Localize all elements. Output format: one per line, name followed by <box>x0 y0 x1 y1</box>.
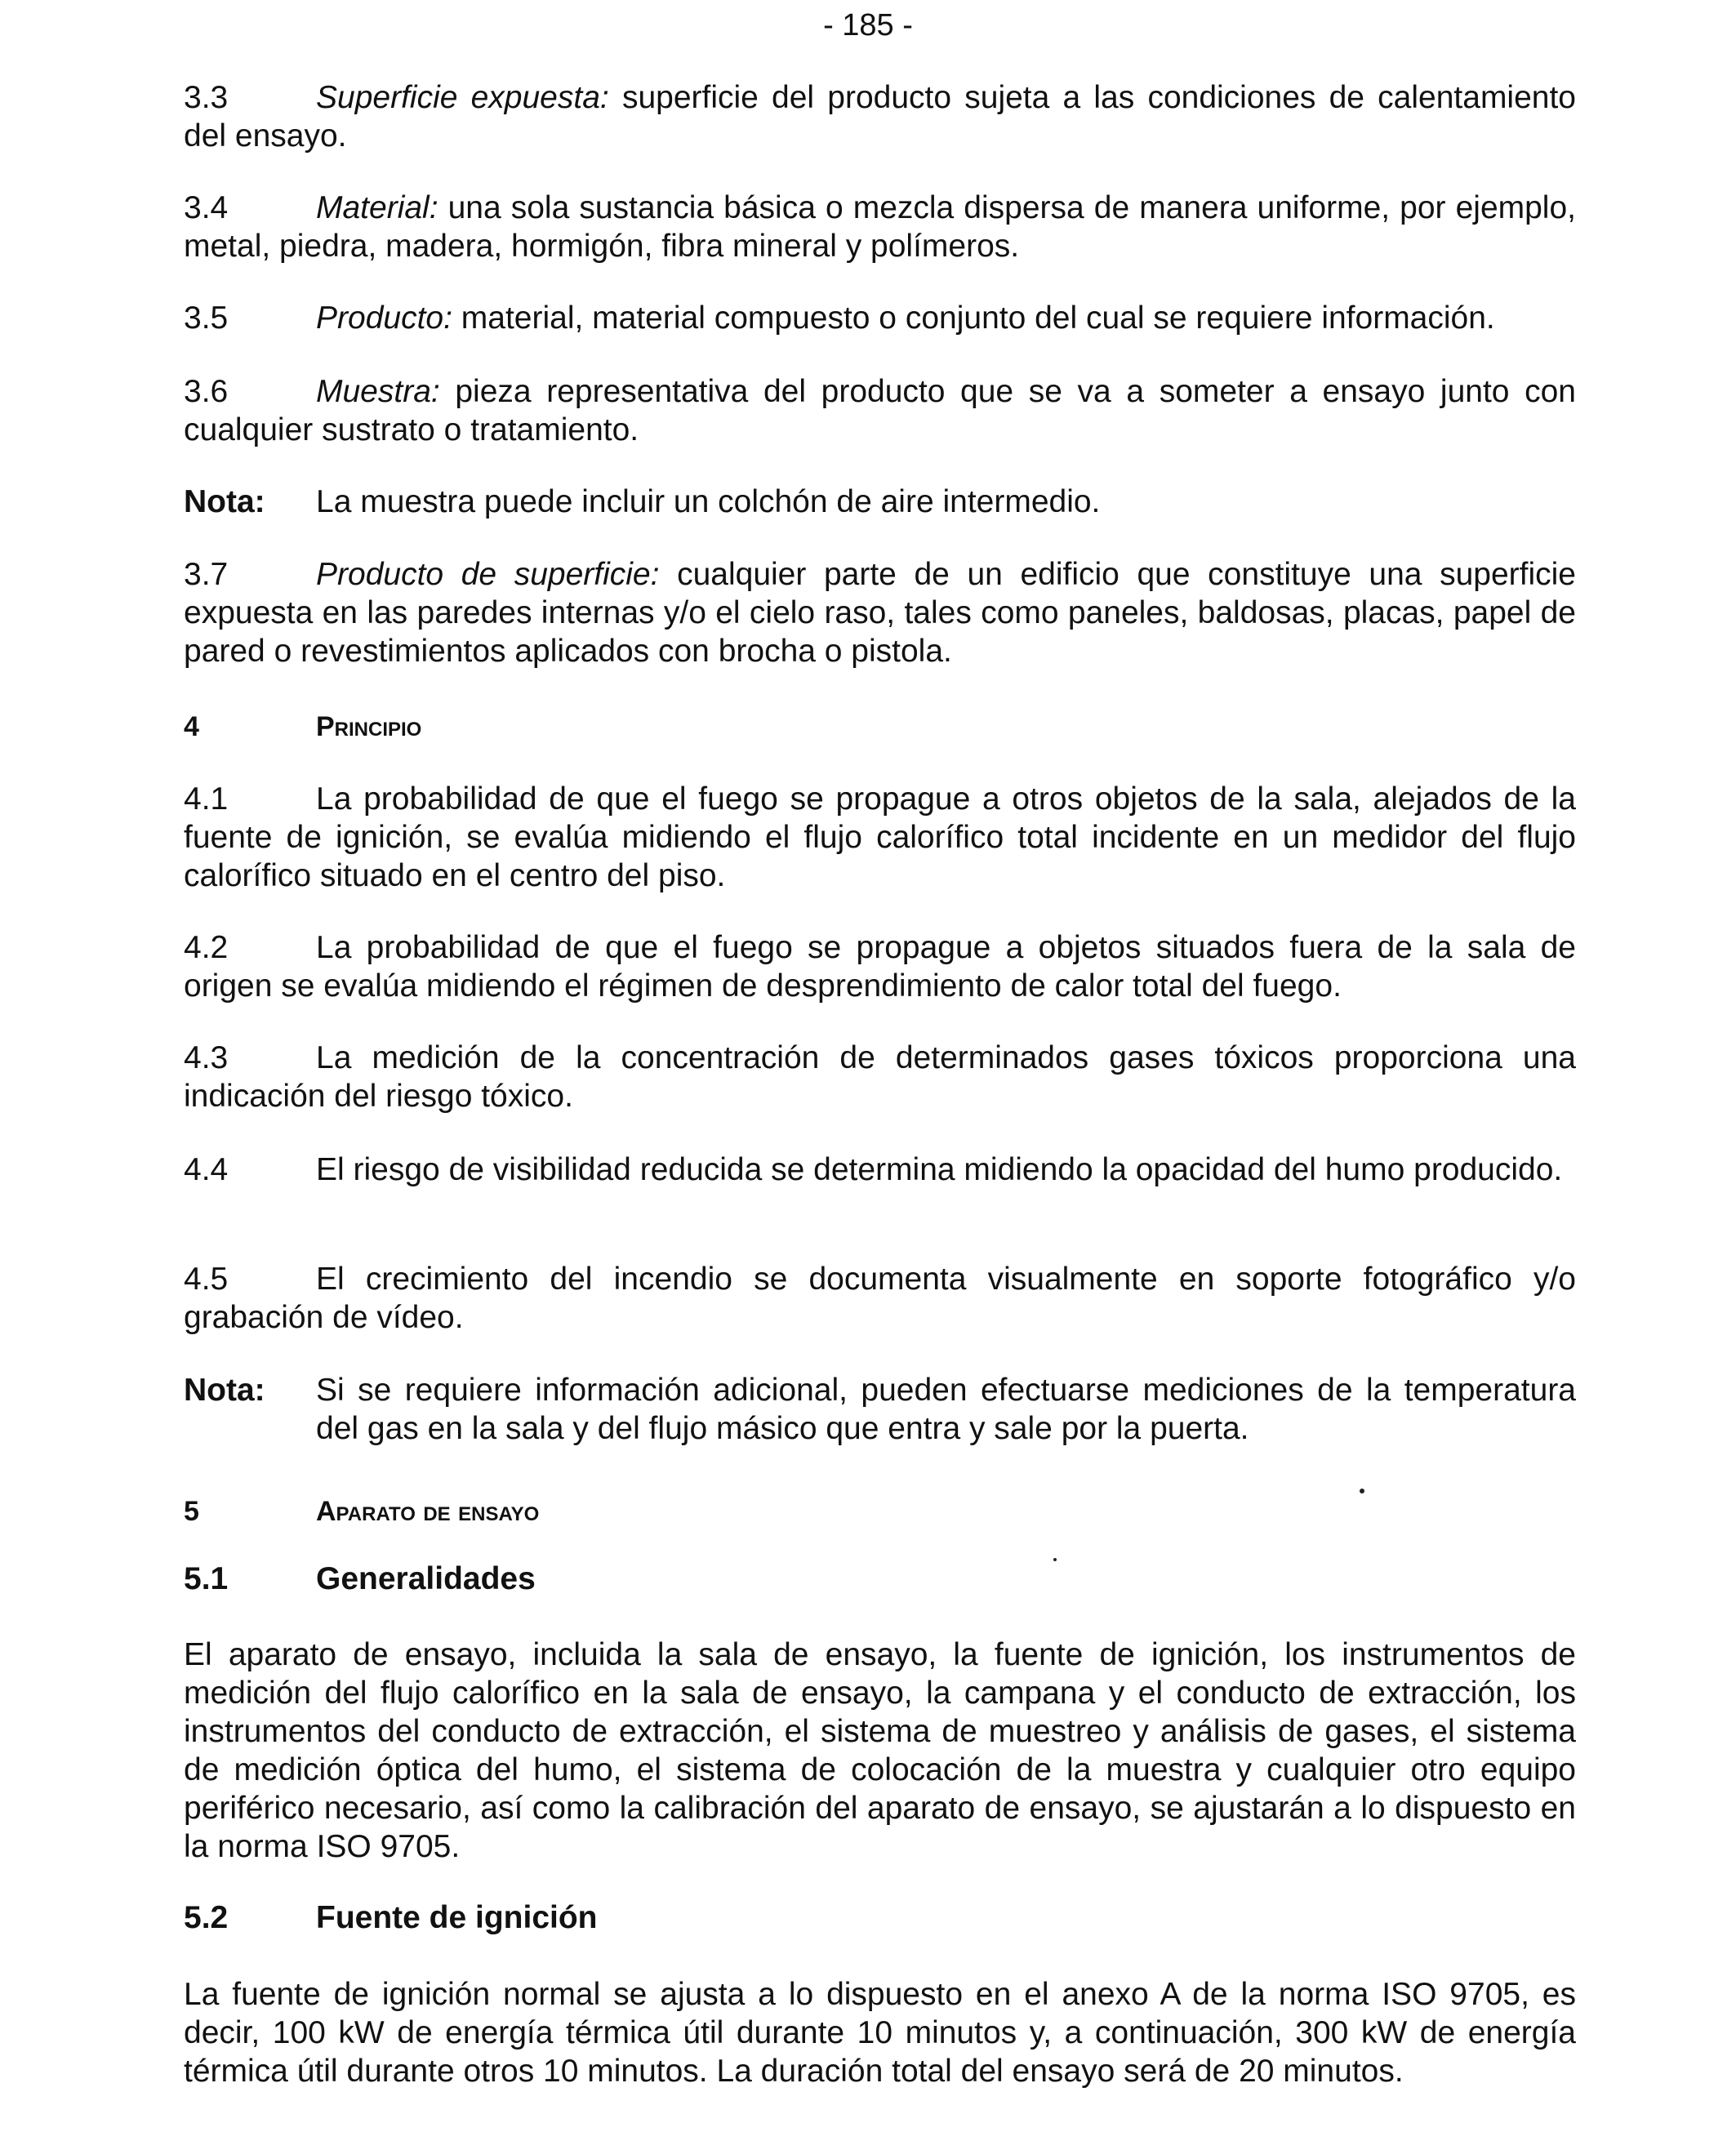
clause-text: La medición de la concentración de determinados gases tóxicos proporciona una indicación del riesgo tóxico. <box>184 1040 1576 1114</box>
section-number: 5 <box>184 1496 199 1527</box>
clause-text: La probabilidad de que el fuego se propague a otros objetos de la sala, alejados de la fuente de ignición, se evalúa midiendo el flujo calorífico total incidente en un medidor del flujo calorífico situado en el centro del piso. <box>184 781 1576 893</box>
clause-text: El crecimiento del incendio se documenta visualmente en soporte fotográfico y/o grabación de vídeo. <box>184 1262 1576 1335</box>
subsection-heading-5-2 <box>184 1898 1576 1937</box>
clause-number: 3.4 <box>184 190 229 225</box>
scan-speck <box>1053 1558 1057 1561</box>
clause-3-5 <box>184 299 1576 337</box>
section-heading-4 <box>184 709 1576 745</box>
clause-4-5 <box>184 1260 1576 1337</box>
clause-number: 4.1 <box>184 781 229 817</box>
clause-text: cualquier parte de un edificio que constituye una superficie expuesta en las paredes internas y/o el cielo raso, tales como paneles, baldosas, placas, papel de pared o revestimientos aplicados con brocha o pistola. <box>184 557 1576 669</box>
section-heading-5 <box>184 1493 1576 1529</box>
section-number: 5.2 <box>184 1900 229 1935</box>
clause-3-7 <box>184 555 1576 670</box>
section-title: Generalidades <box>316 1561 536 1596</box>
paragraph-text: El aparato de ensayo, incluida la sala de ensayo, la fuente de ignición, los instrumentos de medición del flujo calorífico en la sala de ensayo, la campana y el conducto de extracción, los instrumentos del conducto de extracción, el sistema de muestreo y análisis de gases, el sistema de medición óptica del humo, el sistema de colocación de la muestra y cualquier otro equipo periférico necesario, así como la calibración del aparato de ensayo, se ajustarán a lo dispuesto en la norma ISO 9705. <box>184 1637 1576 1864</box>
paragraph-5-2 <box>184 1975 1576 2090</box>
note-2 <box>184 1371 1576 1448</box>
section-title: Fuente de ignición <box>316 1900 598 1935</box>
scan-speck <box>1360 1489 1364 1493</box>
clause-term: Superficie expuesta: <box>316 80 609 115</box>
note-text: Si se requiere información adicional, pueden efectuarse mediciones de la temperatura del gas en la sala y del flujo másico que entra y sale por la puerta. <box>316 1373 1576 1446</box>
clause-text: El riesgo de visibilidad reducida se determina midiendo la opacidad del humo producido. <box>316 1152 1563 1187</box>
note-text: La muestra puede incluir un colchón de aire intermedio. <box>316 484 1101 519</box>
clause-text: La probabilidad de que el fuego se propague a objetos situados fuera de la sala de origen se evalúa midiendo el régimen de desprendimiento de calor total del fuego. <box>184 930 1576 1004</box>
clause-3-4 <box>184 189 1576 265</box>
page-number: - 185 - <box>823 8 913 42</box>
clause-4-2 <box>184 928 1576 1005</box>
clause-4-1 <box>184 780 1576 895</box>
clause-term: Material: <box>316 190 438 225</box>
note-label: Nota: <box>184 1373 265 1408</box>
clause-number: 3.6 <box>184 374 229 409</box>
clause-number: 4.2 <box>184 930 229 965</box>
clause-number: 4.3 <box>184 1040 229 1075</box>
clause-term: Muestra: <box>316 374 440 409</box>
clause-number: 3.7 <box>184 557 229 592</box>
clause-text: superficie del producto sujeta a las condiciones de calentamiento del ensayo. <box>184 80 1576 154</box>
clause-4-4 <box>184 1151 1576 1189</box>
clause-text: una sola sustancia básica o mezcla dispersa de manera uniforme, por ejemplo, metal, piedra, madera, hormigón, fibra mineral y polímeros. <box>184 190 1576 264</box>
section-number: 5.1 <box>184 1561 229 1596</box>
clause-term: Producto: <box>316 300 452 336</box>
clause-text: material, material compuesto o conjunto del cual se requiere información. <box>452 300 1495 336</box>
paragraph-5-1 <box>184 1636 1576 1866</box>
clause-term: Producto de superficie: <box>316 557 660 592</box>
subsection-heading-5-1 <box>184 1560 1576 1598</box>
clause-number: 3.3 <box>184 80 229 115</box>
clause-number: 4.4 <box>184 1152 229 1187</box>
clause-3-6 <box>184 372 1576 449</box>
section-number: 4 <box>184 711 199 742</box>
section-title: Aparato de ensayo <box>316 1496 540 1527</box>
note-1 <box>184 483 1576 521</box>
clause-number: 4.5 <box>184 1262 229 1297</box>
clause-number: 3.5 <box>184 300 229 336</box>
clause-4-3 <box>184 1039 1576 1115</box>
clause-text: pieza representativa del producto que se va a someter a ensayo junto con cualquier sustrato o tratamiento. <box>184 374 1576 447</box>
note-label: Nota: <box>184 484 265 519</box>
clause-3-3 <box>184 78 1576 155</box>
paragraph-text: La fuente de ignición normal se ajusta a lo dispuesto en el anexo A de la norma ISO 9705, es decir, 100 kW de energía térmica útil durante 10 minutos y, a continuación, 300 kW de energía térmica útil durante otros 10 minutos. La duración total del ensayo será de 20 minutos. <box>184 1977 1576 2089</box>
section-title: Principio <box>316 711 422 742</box>
